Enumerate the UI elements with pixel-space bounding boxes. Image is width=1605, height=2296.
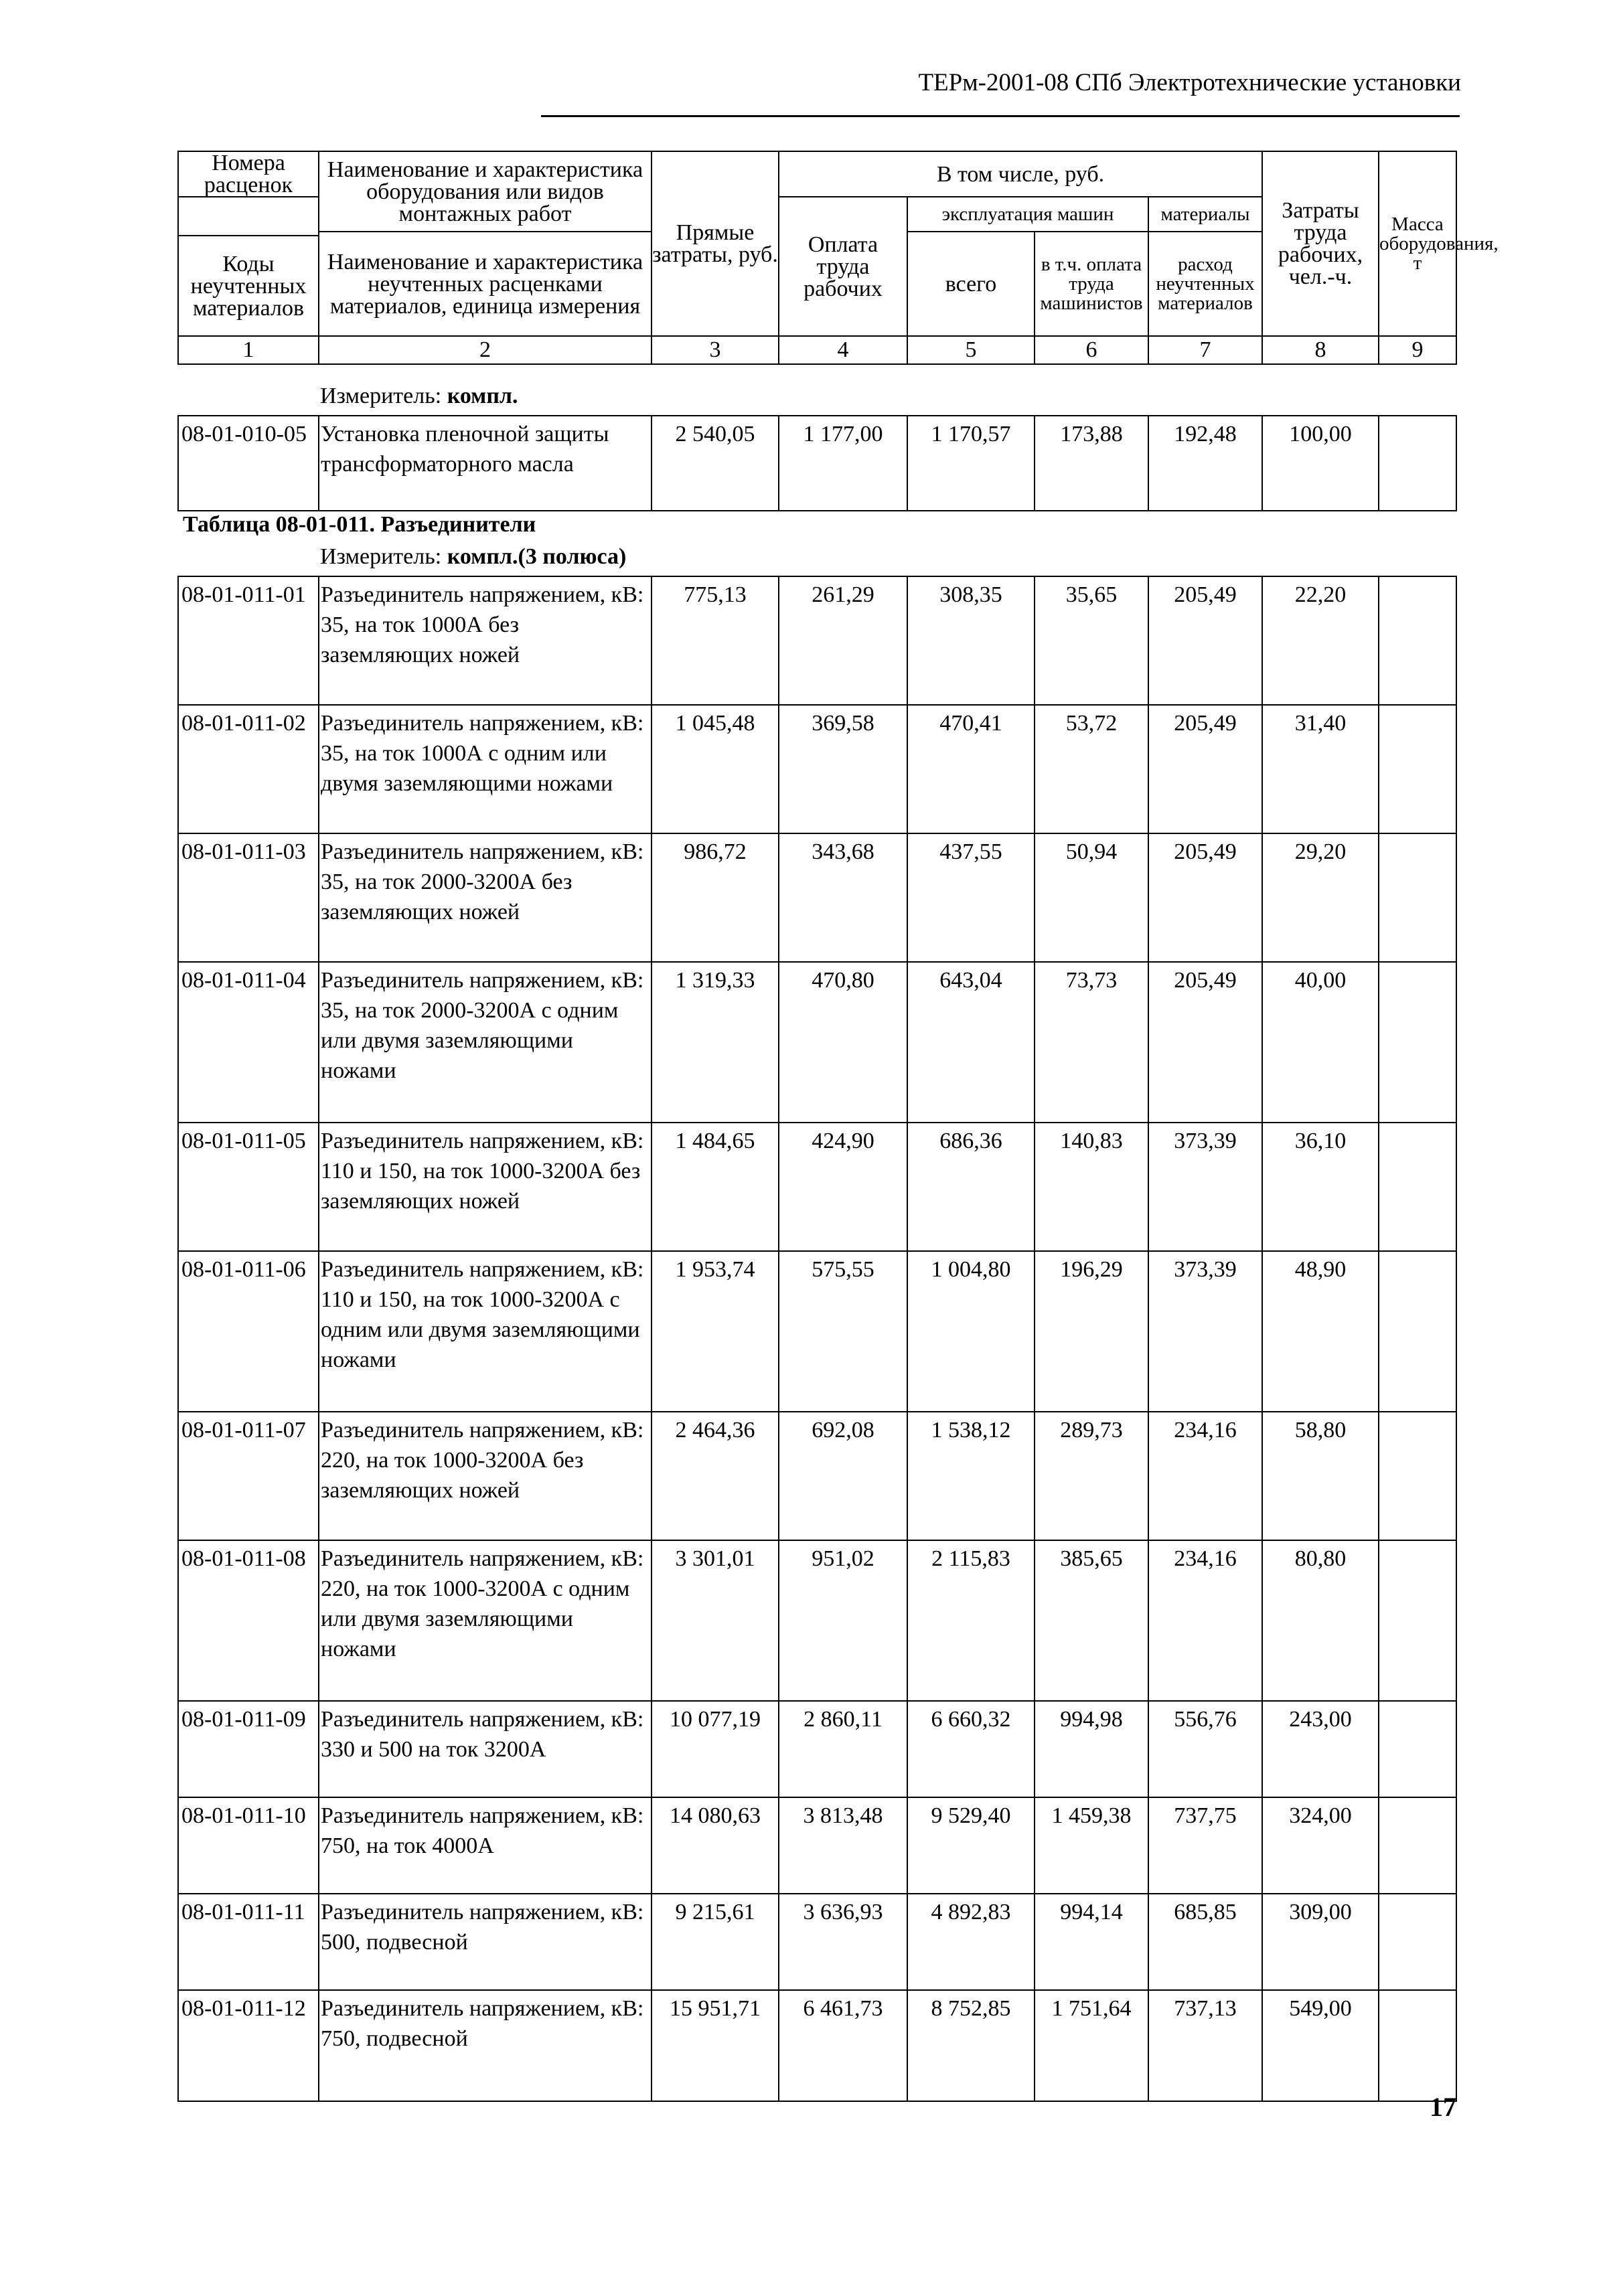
- table-row: [178, 1701, 1456, 1797]
- machines-total: 2 115,83: [907, 1540, 1035, 1701]
- equipment-mass: [1379, 1701, 1456, 1797]
- table-row: [178, 705, 1456, 833]
- labor-hours: 48,90: [1262, 1251, 1379, 1412]
- worker-pay: 343,68: [779, 833, 907, 962]
- materials-cost: 373,39: [1148, 1251, 1262, 1412]
- labor-hours: 243,00: [1262, 1701, 1379, 1797]
- machinist-pay: 196,29: [1035, 1251, 1148, 1412]
- labor-hours: 29,20: [1262, 833, 1379, 962]
- col-codes-top-cont: [178, 197, 319, 236]
- worker-pay: 3 636,93: [779, 1894, 907, 1990]
- machinist-pay: 1 459,38: [1035, 1797, 1148, 1894]
- rows-011: [178, 576, 1456, 2101]
- worker-pay: 470,80: [779, 962, 907, 1123]
- worker-pay: 1 177,00: [779, 416, 907, 511]
- materials-cost: 205,49: [1148, 962, 1262, 1123]
- header-rule: [541, 115, 1460, 117]
- labor-hours: 549,00: [1262, 1990, 1379, 2101]
- machines-total: 470,41: [907, 705, 1035, 833]
- labor-hours: 100,00: [1262, 416, 1379, 511]
- labor-hours: 31,40: [1262, 705, 1379, 833]
- work-name: Разъединитель напряжением, кВ: 110 и 150, на ток 1000-3200А без заземляющих ножей: [319, 1123, 652, 1251]
- col-number: 7: [1148, 336, 1262, 364]
- work-name: Разъединитель напряжением, кВ: 750, подвесной: [319, 1990, 652, 2101]
- direct-cost: 9 215,61: [652, 1894, 779, 1990]
- equipment-mass: [1379, 962, 1456, 1123]
- machinist-pay: 1 751,64: [1035, 1990, 1148, 2101]
- direct-cost: 10 077,19: [652, 1701, 779, 1797]
- work-name: Разъединитель напряжением, кВ: 750, на ток 4000А: [319, 1797, 652, 1894]
- materials-cost: 737,75: [1148, 1797, 1262, 1894]
- labor-hours: 58,80: [1262, 1412, 1379, 1540]
- rate-code: 08-01-011-02: [178, 705, 319, 833]
- col-number: 4: [779, 336, 907, 364]
- table-row: [178, 1251, 1456, 1412]
- col-direct-cost: Прямые затраты, руб.: [652, 151, 779, 336]
- machinist-pay: 73,73: [1035, 962, 1148, 1123]
- machinist-pay: 35,65: [1035, 576, 1148, 705]
- machinist-pay: 994,98: [1035, 1701, 1148, 1797]
- direct-cost: 14 080,63: [652, 1797, 779, 1894]
- column-header-table: [177, 151, 1499, 365]
- materials-cost: 205,49: [1148, 576, 1262, 705]
- labor-hours: 309,00: [1262, 1894, 1379, 1990]
- materials-cost: 234,16: [1148, 1412, 1262, 1540]
- worker-pay: 369,58: [779, 705, 907, 833]
- work-name: Разъединитель напряжением, кВ: 35, на ток 1000А с одним или двумя заземляющими ножами: [319, 705, 652, 833]
- col-equipment-mass: Масса оборудования, т: [1379, 151, 1456, 336]
- machinist-pay: 994,14: [1035, 1894, 1148, 1990]
- meter-label: Измеритель:: [320, 384, 442, 408]
- table-row: [178, 962, 1456, 1123]
- worker-pay: 3 813,48: [779, 1797, 907, 1894]
- machines-total: 686,36: [907, 1123, 1035, 1251]
- col-name-bottom: Наименование и характеристика неучтенных расценками материалов, единица измерения: [319, 232, 652, 336]
- materials-cost: 556,76: [1148, 1701, 1262, 1797]
- materials-cost: 205,49: [1148, 833, 1262, 962]
- machines-total: 1 170,57: [907, 416, 1035, 511]
- machines-total: 4 892,83: [907, 1894, 1035, 1990]
- machines-total: 9 529,40: [907, 1797, 1035, 1894]
- col-sub-machines: эксплуатация машин: [907, 197, 1148, 232]
- equipment-mass: [1379, 1894, 1456, 1990]
- machinist-pay: 289,73: [1035, 1412, 1148, 1540]
- col-number: 8: [1262, 336, 1379, 364]
- direct-cost: 2 540,05: [652, 416, 779, 511]
- table-row: [178, 1412, 1456, 1540]
- col-number: 1: [178, 336, 319, 364]
- meter-line-2: [320, 544, 626, 570]
- direct-cost: 1 045,48: [652, 705, 779, 833]
- equipment-mass: [1379, 833, 1456, 962]
- work-name: Разъединитель напряжением, кВ: 330 и 500 на ток 3200А: [319, 1701, 652, 1797]
- running-header: ТЕРм-2001-08 СПб Электротехнические установки: [918, 69, 1461, 96]
- equipment-mass: [1379, 576, 1456, 705]
- col-number: 9: [1379, 336, 1456, 364]
- worker-pay: 2 860,11: [779, 1701, 907, 1797]
- direct-cost: 775,13: [652, 576, 779, 705]
- work-name: Установка пленочной защиты трансформаторного масла: [319, 416, 652, 511]
- work-name: Разъединитель напряжением, кВ: 35, на ток 2000-3200А без заземляющих ножей: [319, 833, 652, 962]
- col-sub-materials: материалы: [1148, 197, 1262, 232]
- machinist-pay: 50,94: [1035, 833, 1148, 962]
- rate-code: 08-01-011-06: [178, 1251, 319, 1412]
- meter-label: Измеритель:: [320, 544, 442, 569]
- worker-pay: 424,90: [779, 1123, 907, 1251]
- materials-cost: 737,13: [1148, 1990, 1262, 2101]
- work-name: Разъединитель напряжением, кВ: 500, подвесной: [319, 1894, 652, 1990]
- col-group-including: В том числе, руб.: [779, 151, 1262, 197]
- materials-cost: 685,85: [1148, 1894, 1262, 1990]
- equipment-mass: [1379, 705, 1456, 833]
- materials-cost: 192,48: [1148, 416, 1262, 511]
- col-codes-top: Номера расценок: [178, 151, 319, 197]
- rate-code: 08-01-011-01: [178, 576, 319, 705]
- direct-cost: 2 464,36: [652, 1412, 779, 1540]
- rate-code: 08-01-011-03: [178, 833, 319, 962]
- rates-table-010: [177, 415, 1457, 511]
- equipment-mass: [1379, 1990, 1456, 2101]
- equipment-mass: [1379, 1123, 1456, 1251]
- table-row: [178, 1894, 1456, 1990]
- direct-cost: 1 953,74: [652, 1251, 779, 1412]
- machines-total: 437,55: [907, 833, 1035, 962]
- worker-pay: 6 461,73: [779, 1990, 907, 2101]
- meter-line-1: [320, 384, 518, 409]
- machines-total: 1 004,80: [907, 1251, 1035, 1412]
- direct-cost: 1 484,65: [652, 1123, 779, 1251]
- equipment-mass: [1379, 1797, 1456, 1894]
- labor-hours: 22,20: [1262, 576, 1379, 705]
- col-unaccounted-materials: расход неучтенных материалов: [1148, 232, 1262, 336]
- equipment-mass: [1379, 1540, 1456, 1701]
- work-name: Разъединитель напряжением, кВ: 110 и 150, на ток 1000-3200А с одним или двумя заземляющими ножами: [319, 1251, 652, 1412]
- work-name: Разъединитель напряжением, кВ: 35, на ток 1000А без заземляющих ножей: [319, 576, 652, 705]
- page-number: 17: [1430, 2092, 1456, 2122]
- rate-code: 08-01-011-11: [178, 1894, 319, 1990]
- col-number: 3: [652, 336, 779, 364]
- rate-code: 08-01-011-08: [178, 1540, 319, 1701]
- table-row: [178, 416, 1456, 511]
- direct-cost: 986,72: [652, 833, 779, 962]
- direct-cost: 1 319,33: [652, 962, 779, 1123]
- rate-code: 08-01-011-04: [178, 962, 319, 1123]
- rates-table-011: [177, 576, 1457, 2102]
- direct-cost: 15 951,71: [652, 1990, 779, 2101]
- equipment-mass: [1379, 1412, 1456, 1540]
- machines-total: 308,35: [907, 576, 1035, 705]
- worker-pay: 575,55: [779, 1251, 907, 1412]
- worker-pay: 261,29: [779, 576, 907, 705]
- machinist-pay: 173,88: [1035, 416, 1148, 511]
- labor-hours: 80,80: [1262, 1540, 1379, 1701]
- direct-cost: 3 301,01: [652, 1540, 779, 1701]
- equipment-mass: [1379, 416, 1456, 511]
- rows-010: [178, 416, 1456, 511]
- machinist-pay: 53,72: [1035, 705, 1148, 833]
- labor-hours: 40,00: [1262, 962, 1379, 1123]
- table-row: [178, 1797, 1456, 1894]
- rate-code: 08-01-011-07: [178, 1412, 319, 1540]
- col-machinist-pay: в т.ч. оплата труда машинистов: [1035, 232, 1148, 336]
- work-name: Разъединитель напряжением, кВ: 220, на ток 1000-3200А без заземляющих ножей: [319, 1412, 652, 1540]
- col-worker-pay: Оплата труда рабочих: [779, 197, 907, 336]
- table-title: Таблица 08-01-011. Разъединители: [183, 512, 536, 537]
- worker-pay: 951,02: [779, 1540, 907, 1701]
- machines-total: 643,04: [907, 962, 1035, 1123]
- col-number: 6: [1035, 336, 1148, 364]
- equipment-mass: [1379, 1251, 1456, 1412]
- table-row: [178, 1123, 1456, 1251]
- table-row: [178, 1990, 1456, 2101]
- rate-code: 08-01-011-12: [178, 1990, 319, 2101]
- materials-cost: 373,39: [1148, 1123, 1262, 1251]
- col-number: 5: [907, 336, 1035, 364]
- machinist-pay: 385,65: [1035, 1540, 1148, 1701]
- machines-total: 1 538,12: [907, 1412, 1035, 1540]
- col-machines-total: всего: [907, 232, 1035, 336]
- work-name: Разъединитель напряжением, кВ: 35, на ток 2000-3200А с одним или двумя заземляющими ножами: [319, 962, 652, 1123]
- meter-value: компл.(3 полюса): [447, 544, 627, 569]
- machines-total: 8 752,85: [907, 1990, 1035, 2101]
- table-row: [178, 833, 1456, 962]
- labor-hours: 36,10: [1262, 1123, 1379, 1251]
- meter-value: компл.: [447, 384, 518, 408]
- col-name-top: Наименование и характеристика оборудования или видов монтажных работ: [319, 151, 652, 232]
- col-labor-hours: Затраты труда рабочих, чел.-ч.: [1262, 151, 1379, 336]
- materials-cost: 234,16: [1148, 1540, 1262, 1701]
- rate-code: 08-01-011-10: [178, 1797, 319, 1894]
- rate-code: 08-01-010-05: [178, 416, 319, 511]
- machinist-pay: 140,83: [1035, 1123, 1148, 1251]
- table-row: [178, 576, 1456, 705]
- labor-hours: 324,00: [1262, 1797, 1379, 1894]
- rate-code: 08-01-011-05: [178, 1123, 319, 1251]
- work-name: Разъединитель напряжением, кВ: 220, на ток 1000-3200А с одним или двумя заземляющими ножами: [319, 1540, 652, 1701]
- worker-pay: 692,08: [779, 1412, 907, 1540]
- col-codes-bottom: Коды неучтенных материалов: [178, 236, 319, 336]
- col-number: 2: [319, 336, 652, 364]
- machines-total: 6 660,32: [907, 1701, 1035, 1797]
- materials-cost: 205,49: [1148, 705, 1262, 833]
- rate-code: 08-01-011-09: [178, 1701, 319, 1797]
- table-row: [178, 1540, 1456, 1701]
